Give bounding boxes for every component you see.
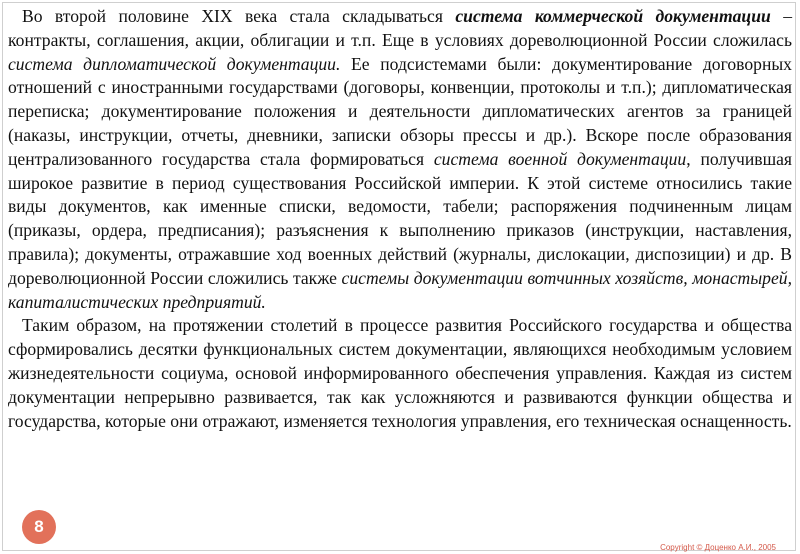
term-commercial-documentation: система коммерческой документации	[455, 6, 771, 26]
paragraph-1-text-4: , получившая широкое развитие в период существования Российской империи. К этой системе относились такие виды документов, как именные списки, ведомости, табели; распоряжения подчиненным лицам (приказы, ордера, предписания); разъяснения к выполнению приказов (инструкции, наставления, правила); документы, отражавшие ход военных действий (журналы, дислокации, диспозиции) и др. В дореволюционной России сложились также	[8, 148, 793, 288]
term-military-documentation: система военной документации	[433, 148, 687, 169]
paragraph-1-text-3: Ее подсистемами были: документирование договорных отношений с иностранными государствами (договоры, конвенции, протоколы и т.п.); дипломатическая переписка; документирование положения и деятельности дипломатических агентов за границей (наказы, инструкции, отчеты, дневники, записки обзоры прессы и др.). Вскоре после образования централизованного государства стала формироваться	[8, 53, 792, 169]
term-estate-documentation: системы документации вотчинных хозяйств, монастырей, капиталистических предприятий.	[8, 267, 792, 312]
term-diplomatic-documentation: система дипломатической документации.	[8, 53, 341, 74]
paragraph-2: Таким образом, на протяжении столетий в процессе развития Российского государства и общества сформировались десятки функциональных систем документации, являющихся необходимым условием жизнедеятельности социума, основой информированного обеспечения управления. Каждая из систем документации непрерывно развивается, так как усложняются и развиваются функции общества и государства, которые они отражают, изменяется технология управления, его техническая оснащенность.	[8, 315, 792, 431]
paragraph-1	[8, 5, 792, 314]
copyright-note: Copyright © Доценко А.И., 2005	[660, 543, 776, 552]
paragraph-1-text-1: Во второй половине XIX века стала складываться	[22, 6, 456, 26]
slide-body	[8, 5, 792, 433]
page-number-badge: 8	[22, 510, 56, 544]
paragraph-1-text-2: – контракты, соглашения, акции, облигации и т.п. Еще в условиях дореволюционной России сложилась	[8, 6, 792, 50]
